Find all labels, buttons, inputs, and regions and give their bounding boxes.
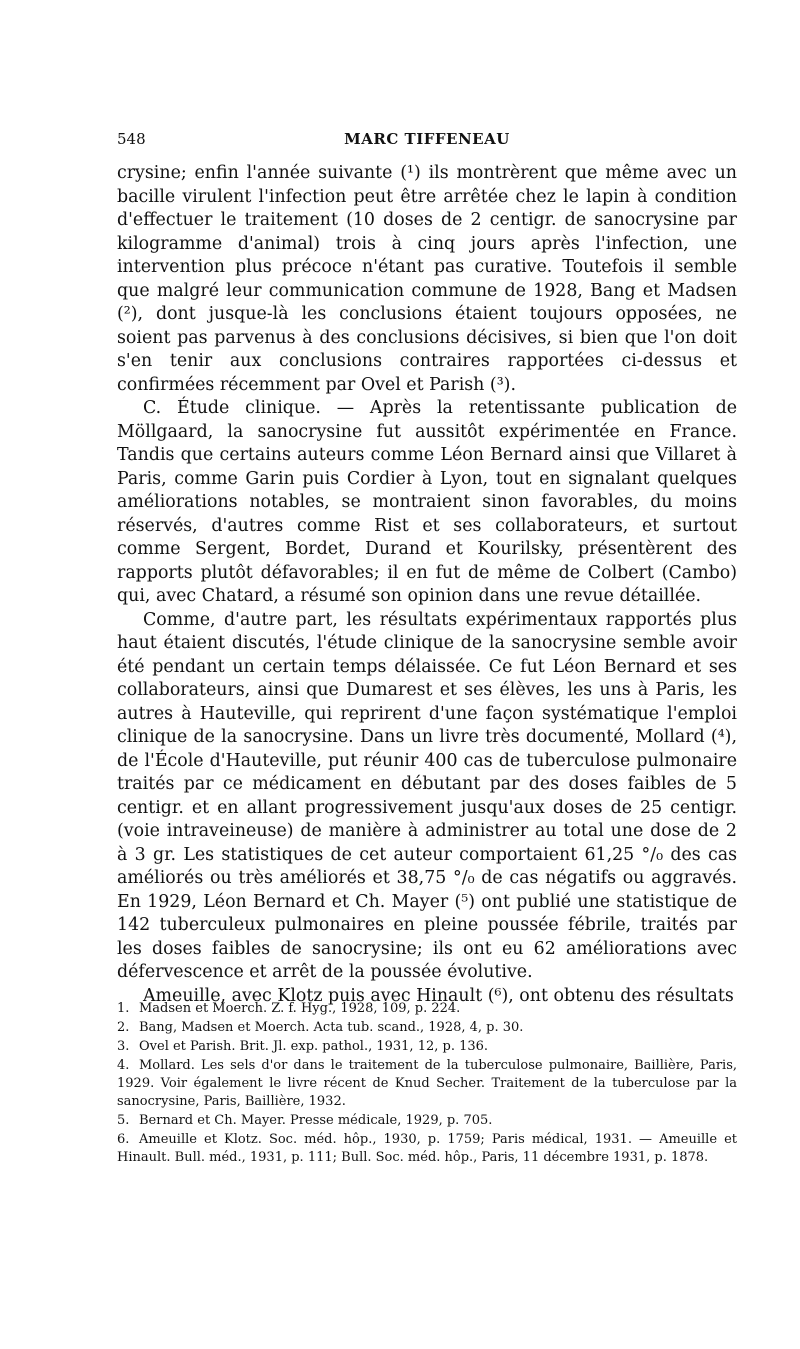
paragraph: crysine; enfin l'année suivante (¹) ils montrèrent que même avec un bacille virulent l'infection peut être arrêtée chez le lapin à condition d'effectuer le traitement (10 doses de 2 centigr. de sanocrysine par kilogramme d'animal) trois à cinq jours après l'infection, une intervention plus précoce n'étant pas curative. Toutefois il semble que malgré leur communication commune de 1928, Bang et Madsen (²), dont jusque-là les conclusions étaient toujours opposées, ne soient pas parvenus à des conclusions décisives, si bien que l'on doit s'en tenir aux conclusions contraires rapportées ci-dessus et confirmées récemment par Ovel et Parish (³).	[117, 163, 737, 395]
running-head: MARC TIFFENEAU	[344, 130, 510, 148]
footnote-number: 3.	[117, 1039, 130, 1054]
footnote	[117, 1057, 737, 1111]
footnote-text: Bernard et Ch. Mayer. Presse médicale, 1929, p. 705.	[139, 1113, 493, 1128]
footnote	[117, 1131, 737, 1167]
footnote-number: 4.	[117, 1058, 130, 1073]
footnote	[117, 1038, 737, 1056]
footnote-text: Ovel et Parish. Brit. Jl. exp. pathol., 1931, 12, p. 136.	[139, 1039, 489, 1054]
paragraph: Ameuille, avec Klotz puis avec Hinault (⁶), ont obtenu des résultats	[143, 985, 734, 1006]
footnote-number: 6.	[117, 1132, 130, 1147]
footnote-number: 1.	[117, 1001, 130, 1016]
page-number: 548	[117, 130, 146, 148]
footnote	[117, 1112, 737, 1130]
page-header	[117, 130, 737, 152]
footnote-text: Madsen et Moerch. Z. f. Hyg., 1928, 109, p. 224.	[139, 1001, 461, 1016]
paragraph: C. Étude clinique. — Après la retentissante publication de Möllgaard, la sanocrysine fut aussitôt expérimentée en France. Tandis que certains auteurs comme Léon Bernard ainsi que Villaret à Paris, comme Garin puis Cordier à Lyon, tout en signalant quelques améliorations notables, se montraient sinon favorables, du moins réservés, d'autres comme Rist et ses collaborateurs, et surtout comme Sergent, Bordet, Durand et Kourilsky, présentèrent des rapports plutôt défavorables; il en fut de même de Colbert (Cambo) qui, avec Chatard, a résumé son opinion dans une revue détaillée.	[117, 398, 737, 606]
footnote-number: 5.	[117, 1113, 130, 1128]
body-text	[117, 162, 737, 1008]
footnote-text: Bang, Madsen et Moerch. Acta tub. scand., 1928, 4, p. 30.	[139, 1020, 524, 1035]
footnote-text: Ameuille et Klotz. Soc. méd. hôp., 1930, p. 1759; Paris médical, 1931. — Ameuille et Hinault. Bull. méd., 1931, p. 111; Bull. Soc. méd. hôp., Paris, 11 décembre 1931, p. 1878.	[117, 1132, 737, 1165]
footnote	[117, 1019, 737, 1037]
footnote	[117, 1000, 737, 1018]
paragraph: Comme, d'autre part, les résultats expérimentaux rapportés plus haut étaient discutés, l'étude clinique de la sanocrysine semble avoir été pendant un certain temps délaissée. Ce fut Léon Bernard et ses collaborateurs, ainsi que Dumarest et ses élèves, les uns à Paris, les autres à Hauteville, qui reprirent d'une façon systématique l'emploi clinique de la sanocrysine. Dans un livre très documenté, Mollard (⁴), de l'École d'Hauteville, put réunir 400 cas de tuberculose pulmonaire traités par ce médicament en débutant par des doses faibles de 5 centigr. et en allant progressivement jusqu'aux doses de 25 centigr. (voie intraveineuse) de manière à administrer au total une dose de 2 à 3 gr. Les statistiques de cet auteur comportaient 61,25 °/₀ des cas améliorés ou très améliorés et 38,75 °/₀ de cas négatifs ou aggravés. En 1929, Léon Bernard et Ch. Mayer (⁵) ont publié une statistique de 142 tuberculeux pulmonaires en pleine poussée fébrile, traités par les doses faibles de sanocrysine; ils ont eu 62 améliorations avec défervescence et arrêt de la poussée évolutive.	[117, 609, 737, 982]
footnote-text: Mollard. Les sels d'or dans le traitement de la tuberculose pulmonaire, Baillière, Paris, 1929. Voir également le livre récent de Knud Secher. Traitement de la tuberculose par la sanocrysine, Paris, Baillière, 1932.	[117, 1058, 737, 1109]
footnote-number: 2.	[117, 1020, 130, 1035]
footnotes	[117, 1000, 737, 1168]
